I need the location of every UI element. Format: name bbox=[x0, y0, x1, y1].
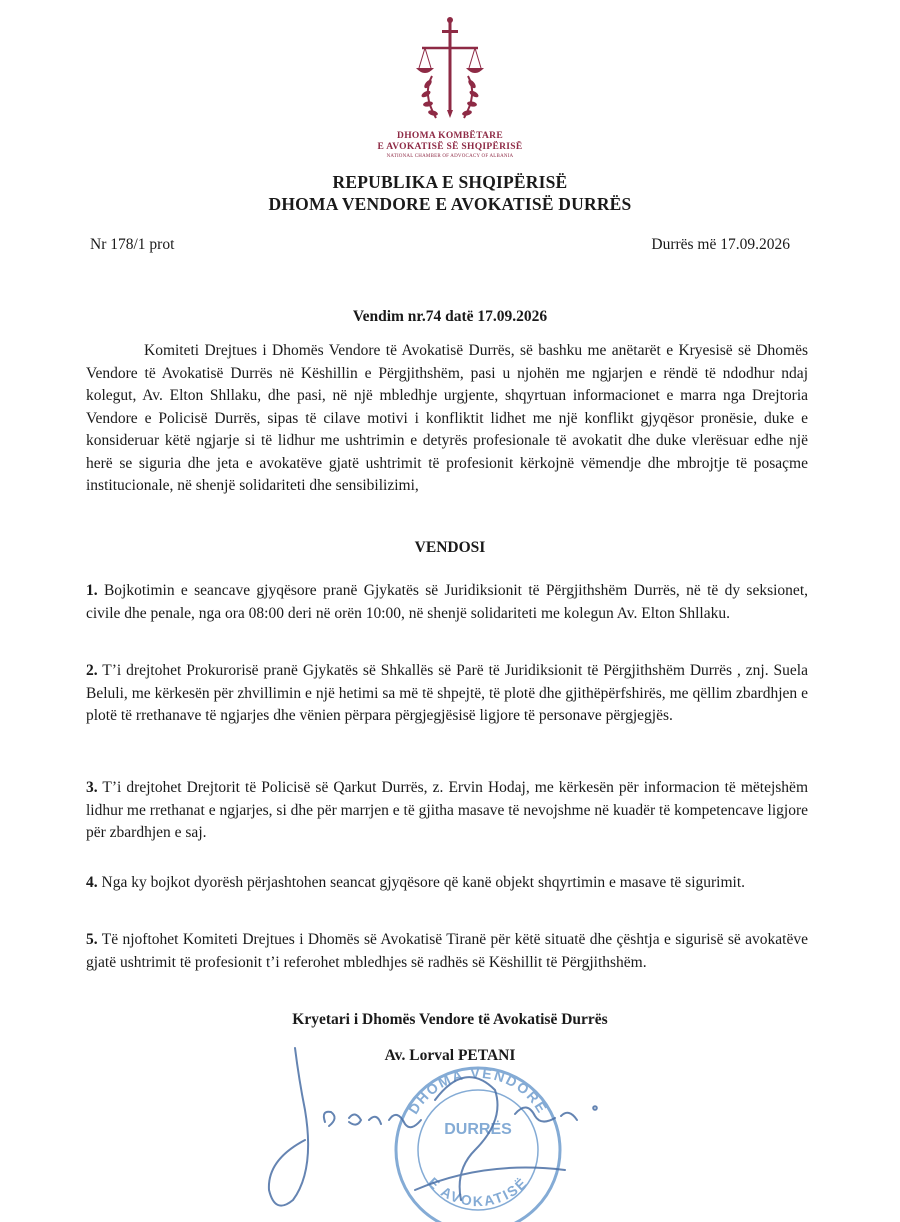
point-number: 5. bbox=[86, 931, 98, 948]
point-number: 1. bbox=[86, 582, 98, 599]
signature-scribble-icon bbox=[265, 1040, 625, 1222]
header-chamber: DHOMA VENDORE E AVOKATISË DURRËS bbox=[268, 194, 632, 214]
protocol-number: Nr 178/1 prot bbox=[90, 236, 175, 253]
logo-text-line1: DHOMA KOMBËTARE bbox=[397, 131, 503, 141]
point-text: T’i drejtohet Drejtorit të Policisë së Qarkut Durrës, z. Ervin Hodaj, me kërkesën për informacion të mëtejshëm lidhur me rrethanat e ngjarjes, si dhe për marrjen e të gjitha masave të nevojshme në kuadër të kompetencave ligjore për zbardhjen e saj. bbox=[86, 779, 808, 841]
document-date: Durrës më 17.09.2026 bbox=[651, 236, 790, 253]
decision-point-5 bbox=[86, 929, 808, 974]
logo-text-line3: NATIONAL CHAMBER OF ADVOCACY OF ALBANIA bbox=[386, 154, 514, 159]
decision-title: Vendim nr.74 datë 17.09.2026 bbox=[352, 308, 548, 325]
signatory-name: Av. Lorval PETANI bbox=[384, 1047, 516, 1064]
decision-point-1 bbox=[86, 580, 808, 625]
decision-point-3 bbox=[86, 777, 808, 845]
point-text: T’i drejtohet Prokurorisë pranë Gjykatës së Shkallës së Parë të Juridiksionit të Përgjithshëm Durrës , znj. Suela Beluli, me kërkesën për zhvillimin e një hetimi sa më të shpejtë, të plotë dhe gjithëpërfshirës, me qëllim zbardhjen e plotë të rrethanave të ngjarjes dhe vënien përpara përgjegjësisë ligjore të personave përgjegjës. bbox=[86, 662, 808, 724]
scales-sword-emblem-icon bbox=[370, 14, 530, 132]
point-number: 2. bbox=[86, 662, 98, 679]
stamp-text-bottom: E AVOKATISË bbox=[425, 1174, 531, 1210]
signatory-title: Kryetari i Dhomës Vendore të Avokatisë Durrës bbox=[292, 1011, 608, 1028]
decision-point-4 bbox=[86, 872, 808, 895]
point-number: 3. bbox=[86, 779, 98, 796]
chamber-logo bbox=[370, 14, 530, 164]
point-text: Të njoftohet Komiteti Drejtues i Dhomës së Avokatisë Tiranë për këtë situatë dhe çështja e sigurisë së avokatëve gjatë ushtrimit të profesionit t’i referohet mbledhjes së radhës së Këshillit të Përgjithshëm. bbox=[86, 931, 808, 971]
decision-heading: VENDOSI bbox=[414, 539, 486, 556]
point-text: Bojkotimin e seancave gjyqësore pranë Gjykatës së Juridiksionit të Përgjithshëm Durrës, në të dy seksionet, civile dhe penale, nga ora 08:00 deri në orën 10:00, në shenjë solidariteti me kolegun Av. Elton Shllaku. bbox=[86, 582, 808, 622]
handwritten-signature bbox=[265, 1040, 625, 1222]
intro-paragraph: Komiteti Drejtues i Dhomës Vendore të Avokatisë Durrës, së bashku me anëtarët e Kryesisë së Dhomës Vendore të Avokatisë Durrës në Këshillin e Përgjithshëm, pasi u njohën me ngjarjen e rëndë të ndodhur ndaj kolegut, Av. Elton Shllaku, dhe pasi, në një mbledhje urgjente, shqyrtuan informacionet e marra nga Drejtoria Vendore e Policisë Durrës, sipas të cilave motivi i konfliktit lidhet me një konflikt gjyqësor pronësie, duke e konsideruar këtë ngjarje si të lidhur me ushtrimin e detyrës profesionale të avokatit dhe duke vlerësuar edhe një herë se siguria dhe jeta e avokatëve gjatë ushtrimit të profesionit kërkojnë vëmendje dhe mbrojtje të posaçme institucionale, në shenjë solidariteti dhe sensibilizimi, bbox=[86, 342, 808, 494]
stamp-text-middle: DURRËS bbox=[444, 1121, 512, 1138]
stamp-text-top: DHOMA VENDORE bbox=[404, 1064, 552, 1117]
logo-text-line2: E AVOKATISË SË SHQIPËRISË bbox=[377, 142, 523, 152]
point-number: 4. bbox=[86, 874, 98, 891]
point-text: Nga ky bojkot dyorësh përjashtohen seancat gjyqësore që kanë objekt shqyrtimin e masave të sigurimit. bbox=[97, 874, 746, 891]
header-republic: REPUBLIKA E SHQIPËRISË bbox=[332, 172, 568, 192]
decision-point-2 bbox=[86, 660, 808, 728]
